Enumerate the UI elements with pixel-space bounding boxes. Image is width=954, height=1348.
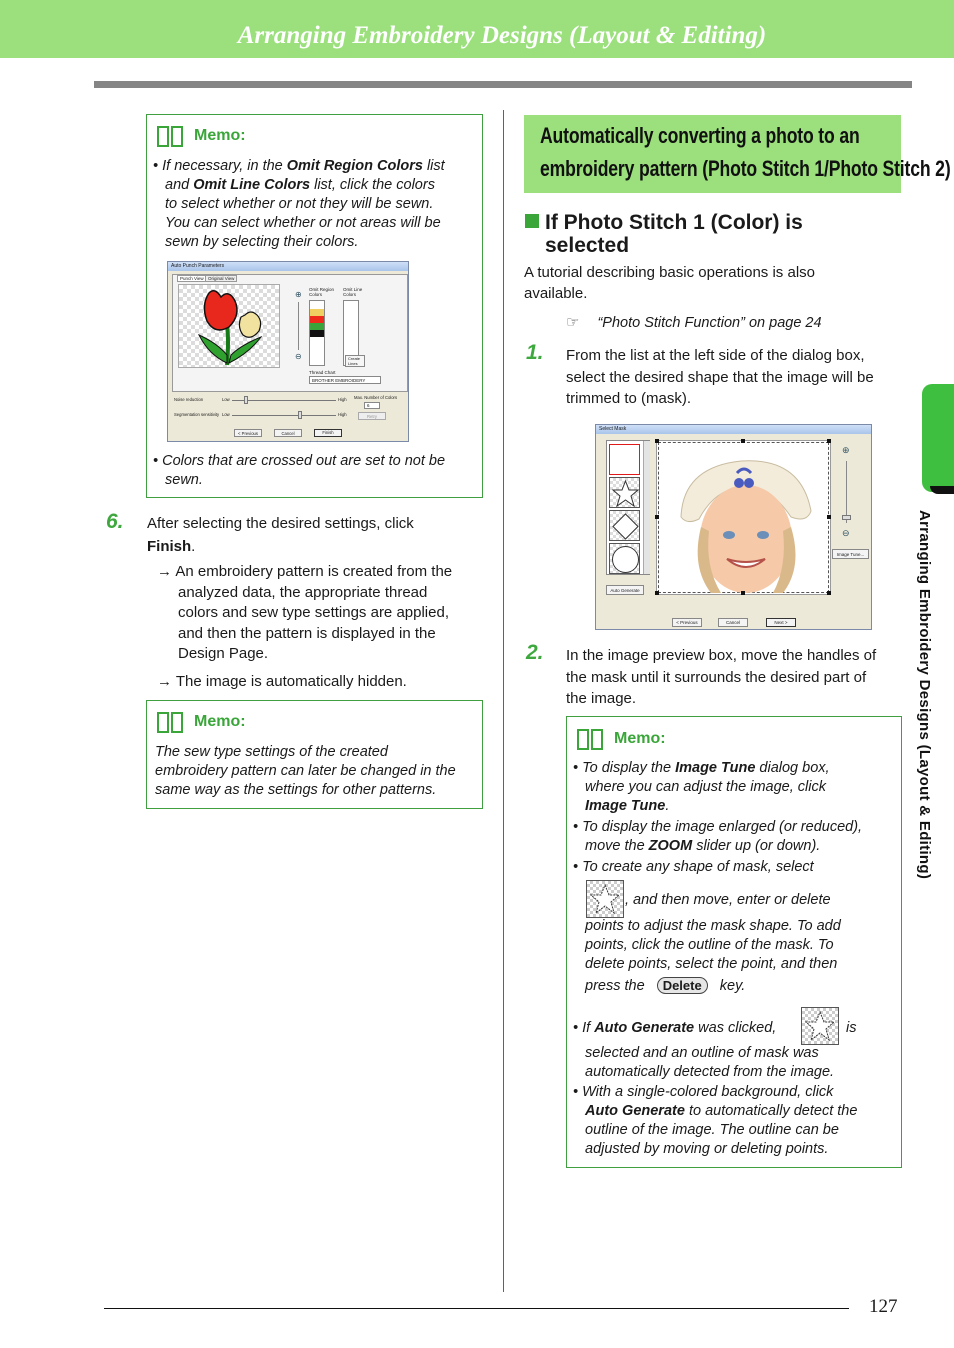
memo-box-1: Memo: • If necessary, in the Omit Region Colors list and Omit Line Colors list, click the colors to select whether or not they will be sewn. You can select whether or not areas will be sewn by selecting their colors. Auto Punch Parameters Punch View Original View ⊕ ⊖ Omit Region Colors Omit Line Colors Create Lines Thread Chart BROTHER EMBROIDERY Noise reduction Low High Max. Number of Colors 6 Segmentation sensitivity Low High Retry < Previous Cancel Finish • Colors that are crossed out are set to not be sewn. [146,114,483,498]
segmentation-slider[interactable] [232,415,336,416]
auto-punch-dialog-screenshot [167,261,409,442]
zoom-in-icon[interactable]: ⊕ [842,445,850,455]
noise-high-label: High [338,397,347,402]
thread-chart-select[interactable]: BROTHER EMBROIDERY [309,376,381,384]
dialog-titlebar: Select Mask [596,425,871,434]
omit-region-colors-list[interactable] [309,300,325,366]
step-1-number: 1. [526,341,544,364]
star-mask-option[interactable] [609,477,640,508]
mask-shape-list[interactable] [606,440,650,575]
mask-list-scrollbar[interactable] [643,441,650,574]
tab-original-view[interactable]: Original View [205,275,237,282]
segmentation-label: Segmentation sensitivity [174,412,220,417]
dialog-titlebar: Auto Punch Parameters [168,262,408,271]
cancel-button[interactable]: Cancel [718,618,748,627]
segmentation-high-label: High [338,412,347,417]
chapter-side-label: Arranging Embroidery Designs (Layout & Editing) [916,510,933,880]
memo-book-icon [155,123,185,149]
previous-button[interactable]: < Previous [234,429,262,437]
delete-key: Delete [657,977,708,994]
memo-book-icon [575,726,605,752]
noise-reduction-label: Noise reduction [174,397,204,402]
side-tab-shadow [930,486,954,494]
step-2-number: 2. [526,641,544,664]
max-colors-input[interactable]: 6 [364,402,380,409]
zoom-slider[interactable] [846,461,847,523]
retry-button[interactable]: Retry [358,412,386,420]
sub-heading: If Photo Stitch 1 (Color) is selected [525,211,803,257]
step-6-number: 6. [106,510,124,533]
tab-punch-view[interactable]: Punch View [177,275,207,282]
header-rule [94,81,912,88]
select-mask-dialog-screenshot [595,424,872,630]
intro-text: A tutorial describing basic operations is also available. [524,264,815,302]
page-reference[interactable]: ☞ “Photo Stitch Function” on page 24 [566,314,822,331]
memo-box-3: Memo: • To display the Image Tune dialog box, where you can adjust the image, click Image Tune. • To display the image enlarged (or reduced), move the ZOOM slider up (or down). • To create any shape of mask, select , and then move, enter or delete points to adjust the mask shape. To add points, click the outline of the mask. To delete points, select the point, and then press the Delete key. • If Auto Generate was clicked, is selected and an outline of mask was automatically detected from the image. • With a single-colored background, click Auto Generate to automatically detect the outline of the image. The outline can be adjusted by moving or deleting points. [566,716,902,1168]
free-mask-icon [801,1007,839,1045]
segmentation-slider-thumb[interactable] [298,411,302,419]
image-tune-button[interactable]: Image Tune... [832,549,869,559]
previous-button[interactable]: < Previous [672,618,702,627]
memo1-bullet-2: • Colors that are crossed out are set to not be [153,453,446,469]
free-mask-icon [586,880,624,918]
square-bullet-icon [525,214,539,228]
step-6-text: After selecting the desired settings, click Finish. [147,515,414,555]
zoom-in-icon[interactable]: ⊕ [295,290,302,299]
next-button[interactable]: Next > [766,618,796,627]
segmentation-low-label: Low [222,412,230,417]
memo-book-icon [155,709,185,735]
omit-region-label: Omit Region Colors [309,287,335,297]
photo-preview[interactable] [656,440,831,595]
step-6-result-1: → An embroidery pattern is created from the analyzed data, the appropriate thread colors and sew type settings are applied, and then the pattern is displayed in the Design Page. [157,563,453,662]
finish-button[interactable]: Finish [314,429,342,437]
step-1-text: From the list at the left side of the dialog box, select the desired shape that the image will be trimmed to (mask). [566,347,874,407]
circle-mask-option[interactable] [609,543,640,574]
page-number: 127 [869,1296,898,1317]
tulip-preview [178,284,280,368]
memo-label: Memo: [194,713,246,730]
section-heading: Automatically converting a photo to an embroidery pattern (Photo Stitch 1/Photo Stitch 2) [524,115,901,193]
noise-low-label: Low [222,397,230,402]
memo-box-2: Memo: The sew type settings of the created embroidery pattern can later be changed in the same way as the settings for other patterns. [146,700,483,809]
footer-rule [104,1308,849,1309]
zoom-slider-thumb[interactable] [842,515,851,520]
rectangle-mask-option[interactable] [609,444,640,475]
noise-slider-thumb[interactable] [244,396,248,404]
auto-generate-button[interactable]: Auto Generate [606,585,644,595]
cancel-button[interactable]: Cancel [274,429,302,437]
create-lines-button[interactable]: Create Lines [345,355,365,367]
pointing-hand-icon: ☞ [566,314,580,331]
diamond-mask-option[interactable] [609,510,640,541]
max-colors-label: Max. Number of Colors [354,395,398,400]
memo-label: Memo: [194,127,246,144]
memo-label: Memo: [614,730,666,747]
zoom-out-icon[interactable]: ⊖ [295,352,302,361]
step-2-text: In the image preview box, move the handles of the mask until it surrounds the desired part of the image. [566,647,877,707]
header-title: Arranging Embroidery Designs (Layout & Editing) [237,22,767,49]
thread-chart-label: Thread Chart [309,370,336,375]
column-divider [503,110,504,1292]
omit-line-label: Omit Line Colors [343,287,363,297]
step-6-result-2: → The image is automatically hidden. [157,673,407,690]
zoom-out-icon[interactable]: ⊖ [842,528,850,538]
chapter-side-tab [922,384,954,492]
